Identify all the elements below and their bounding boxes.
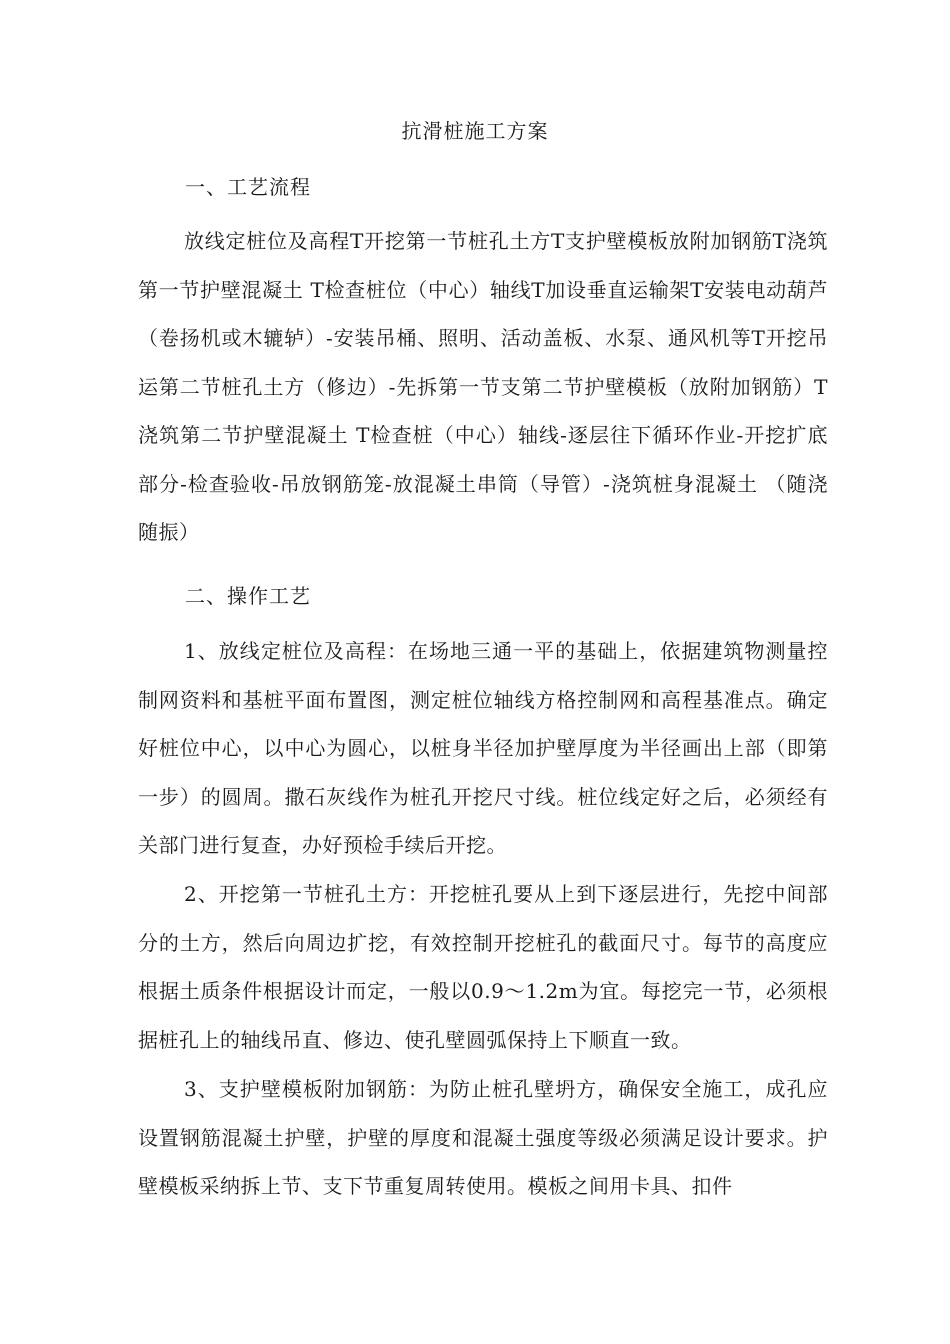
document-title: 抗滑桩施工方案 [401, 119, 549, 143]
paragraph-process-flow: 放线定桩位及高程T开挖第一节桩孔土方T支护壁模板放附加钢筋T浇筑第一节护壁混凝土 T检查桩位（中心）轴线T加设垂直运输架T安装电动葫芦（卷扬机或木辘轳）-安装吊桶、照明、活动盖板、水泵、通风机等T开挖吊运第二节桩孔土方（修边）-先拆第一节支第二节护壁模板（放附加钢筋）T浇筑第二节护壁混凝土 T检查桩（中心）轴线-逐层往下循环作业-开挖扩底部分-检查验收-吊放钢筋笼-放混凝土串筒（导管）-浇筑桩身混凝土 （随浇随振） [138, 229, 828, 544]
paragraph-wall-formwork: 3、支护壁模板附加钢筋：为防止桩孔壁坍方，确保安全施工，成孔应设置钢筋混凝土护壁，护壁的厚度和混凝土强度等级必须满足设计要求。护壁模板采纳拆上节、支下节重复周转使用。模板之间用卡具、扣件 [138, 1077, 828, 1198]
section-heading-operation: 二、操作工艺 [185, 584, 311, 608]
paragraph-layout-positioning: 1、放线定桩位及高程：在场地三通一平的基础上，依据建筑物测量控制网资料和基桩平面布置图，测定桩位轴线方格控制网和高程基准点。确定好桩位中心，以中心为圆心，以桩身半径加护壁厚度为半径画出上部（即第一步）的圆周。撒石灰线作为桩孔开挖尺寸线。桩位线定好之后，必须经有关部门进行复查，办好预检手续后开挖。 [138, 639, 828, 857]
paragraph-first-excavation: 2、开挖第一节桩孔土方：开挖桩孔要从上到下逐层进行，先挖中间部分的土方，然后向周边扩挖，有效控制开挖桩孔的截面尺寸。每节的高度应根据土质条件根据设计而定，一般以0.9〜1.2m为宜。每挖完一节，必须根据桩孔上的轴线吊直、修边、使孔壁圆弧保持上下顺直一致。 [138, 882, 828, 1052]
section-heading-process-flow: 一、工艺流程 [185, 175, 311, 199]
